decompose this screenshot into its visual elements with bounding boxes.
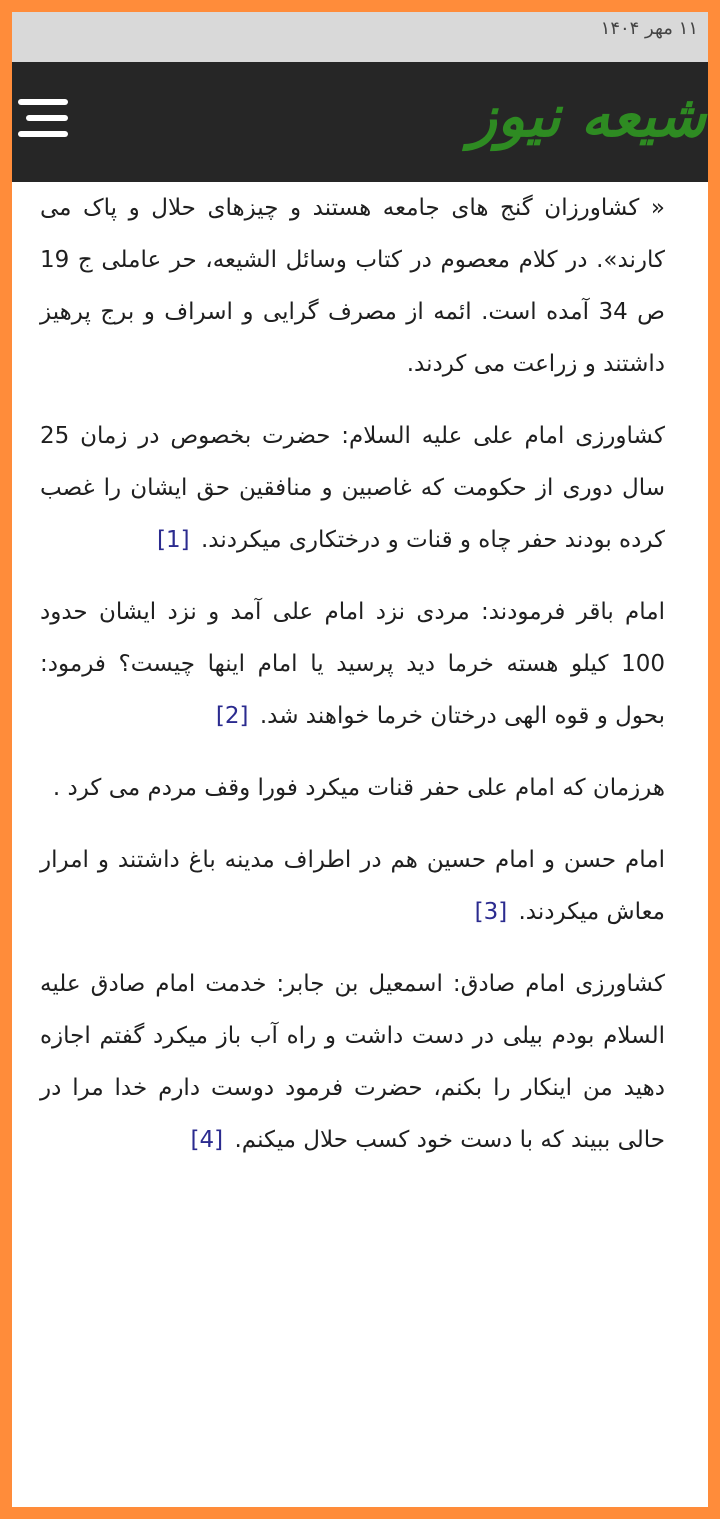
footnote-link-1[interactable]: [1] [157,527,190,553]
paragraph-text: کشاورزی امام علی علیه السلام: حضرت بخصوص در زمان 25 سال دوری از حکومت که غاصبین و منافقین حق ایشان را غصب کرده بودند حفر چاه و قنات و درختکاری میکردند. [40,423,665,553]
status-bar [0,0,720,62]
paragraph-text: « کشاورزان گنج های جامعه هستند و چیزهای حلال و پاک می کارند». در کلام معصوم در کتاب وسائل الشیعه، حر عاملی ج 19 ص 34 آمده است. ائمه از مصرف گرایی و اسراف و برج پرهیز داشتند و زراعت می کردند. [40,195,665,377]
article-paragraph-4 [40,762,665,814]
footnote-link-4[interactable]: [4] [190,1127,224,1153]
paragraph-text: هرزمان که امام علی حفر قنات میکرد فورا وقف مردم می کرد . [52,775,665,801]
article-paragraph-3 [40,586,665,742]
article-paragraph-2 [40,410,665,566]
site-header [0,62,720,182]
hamburger-menu-icon[interactable] [18,97,68,141]
date-label: ۱۱ مهر ۱۴۰۴ [600,18,698,39]
footnote-link-2[interactable]: [2] [215,703,249,729]
article-paragraph-5 [40,834,665,938]
article-body [40,182,665,1186]
site-logo[interactable]: شیعه نیوز [469,82,706,150]
article-paragraph-6 [40,958,665,1166]
article-paragraph-1 [40,182,665,390]
footnote-link-3[interactable]: [3] [474,899,508,925]
paragraph-text: امام حسن و امام حسین هم در اطراف مدینه باغ داشتند و امرار معاش میکردند. [40,847,665,925]
paragraph-text: امام باقر فرمودند: مردی نزد امام علی آمد و نزد ایشان حدود 100 کیلو هسته خرما دید پرسید یا امام اینها چیست؟ فرمود: بحول و قوه الهی درختان خرما خواهند شد. [40,599,665,729]
paragraph-text: کشاورزی امام صادق: اسمعیل بن جابر: خدمت امام صادق علیه السلام بودم بیلی در دست داشت و راه آب باز میکرد گفتم اجازه دهید من اینکار را بکنم، حضرت فرمود دوست دارم خدا مرا در حالی ببیند که با دست خود کسب حلال میکنم. [40,971,665,1153]
